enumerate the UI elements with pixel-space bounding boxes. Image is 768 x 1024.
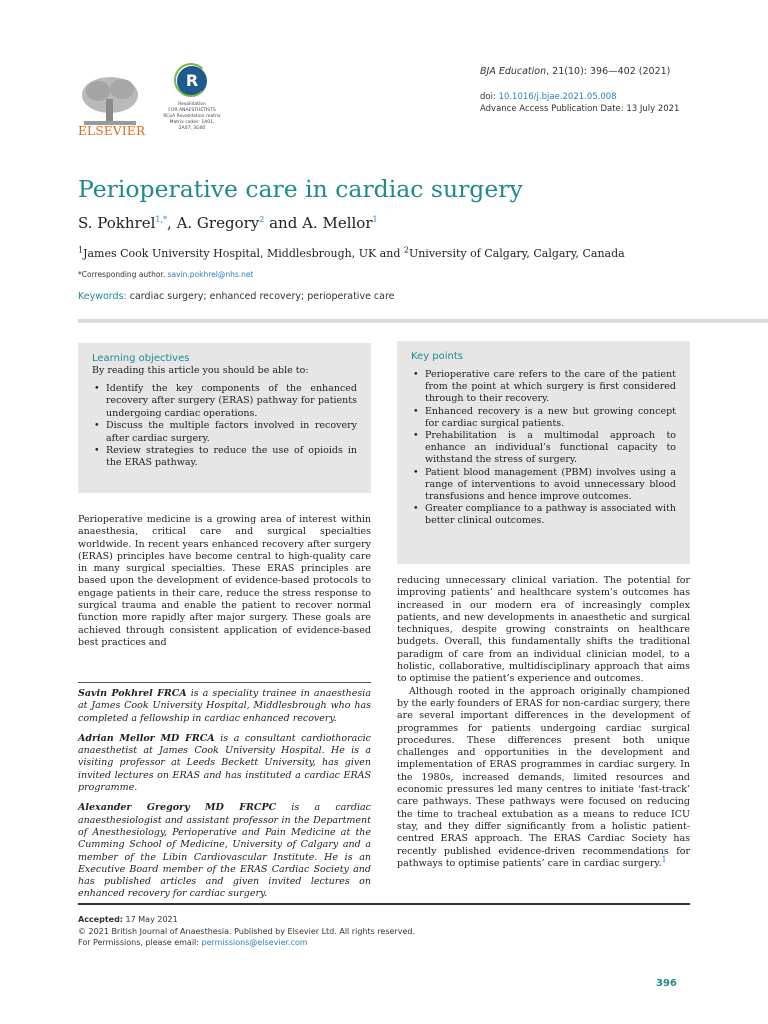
author-bio: Alexander Gregory MD FRCPC is a cardiac anaesthesiologist and assistant professor in the Department of Anesthesiology, Perioperative and Pain Medicine at the Cumming School of Medicine, University of Calgary and a member of the Libin Cardiovascular Institute. He is an Executive Board member of the ERAS Cardiac Society and has published articles and given invited lectures on enhanced recovery for cardiac surgery. (78, 802, 371, 900)
author-bio: Adrian Mellor MD FRCA is a consultant cardiothoracic anaesthetist at James Cook University Hospital. He is a visiting professor at Leeds Beckett University, has given invited lectures on ERAS and has instituted a cardiac ERAS programme. (78, 732, 371, 794)
list-item: • Identify the key components of the enhanced recovery after surgery (ERAS) pathway for patients undergoing cardiac operations. (92, 383, 357, 420)
list-item: • Review strategies to reduce the use of opioids in the ERAS pathway. (92, 445, 357, 470)
list-item: • Discuss the multiple factors involved in recovery after cardiac surgery. (92, 420, 357, 445)
list-item: • Enhanced recovery is a new but growing concept for cardiac surgical patients. (411, 406, 676, 430)
learning-objectives-list (92, 383, 357, 470)
permissions-email-link[interactable]: permissions@elsevier.com (201, 938, 308, 947)
body-paragraph-3: Although rooted in the approach originally championed by the early founders of ERAS for non-cardiac surgery, there are several important differences in the development of programmes for patients undergoing cardiac surgical procedures. These differences present both unique challenges and opportunities in the development and implementation of ERAS programmes in cardiac surgery. In the 1980s, increased demands, limited resources and economic pressures led many centres to initiate ‘fast-track’ care pathways. These pathways were focused on reducing the time to tracheal extubation as a means to reduce ICU stay, and they differ significantly from a holistic patient-centred ERAS approach. The ERAS Cardiac Society has recently published evidence-driven recommendations for pathways to optimise patients’ care in cardiac surgery.$^1$ (397, 685, 690, 869)
list-item: • Patient blood management (PBM) involves using a range of interventions to avoid unnecessary blood transfusions and hence improve outcomes. (411, 467, 676, 504)
page-number: 396 (656, 978, 677, 989)
list-item: • Greater compliance to a pathway is associated with better clinical outcomes. (411, 503, 676, 527)
corresponding-author: *Corresponding author. savin.pokhrel@nhs.net (78, 270, 254, 279)
key-points-title: Key points (411, 351, 464, 362)
list-item: • Prehabilitation is a multimodal approach to enhance an individual’s functional capacity to withstand the stress of surgery. (411, 430, 676, 467)
bio-divider (78, 682, 371, 683)
learning-objectives-intro: By reading this article you should be able to: (92, 365, 309, 376)
accepted-date: Accepted: 17 May 2021 (78, 915, 178, 924)
right-column-text (397, 575, 690, 870)
footer (78, 914, 415, 949)
keywords: Keywords: cardiac surgery; enhanced recovery; perioperative care (78, 291, 395, 302)
doi: doi: 10.1016/j.bjae.2021.05.008 (480, 92, 617, 102)
copyright: © 2021 British Journal of Anaesthesia. Published by Elsevier Ltd. All rights reserved. (78, 926, 416, 936)
learning-objectives-title: Learning objectives (92, 353, 190, 364)
author-bio: Savin Pokhrel FRCA is a speciality trainee in anaesthesia at James Cook University Hospital, Middlesbrough who has completed a fellowship in cardiac enhanced recovery. (78, 688, 371, 724)
doi-link[interactable]: 10.1016/j.bjae.2021.05.008 (498, 92, 617, 102)
author-list: S. Pokhrel$^{1,*}$, A. Gregory$^2$ and A. Mellor$^1$ (78, 214, 378, 232)
key-points-list (411, 369, 676, 528)
author-bios (78, 688, 371, 909)
key-points-box (397, 341, 690, 564)
permissions: For Permissions, please email: permissions@elsevier.com (78, 938, 308, 947)
reference-link[interactable]: 1 (661, 854, 667, 864)
body-paragraph-1: Perioperative medicine is a growing area of interest within anaesthesia, critical care and surgical specialties worldwide. In recent years enhanced recovery after surgery (ERAS) principles have become central to high-quality care in many surgical specialties. These ERAS principles are based upon the development of evidence-based protocols to engage patients in their care, reduce the stress response to surgical trauma and enable the patient to recover normal function more rapidly after major surgery. These goals are achieved through consistent application of evidence-based best practices and (78, 514, 371, 648)
article-title: Perioperative care in cardiac surgery (78, 175, 523, 203)
list-item: • Perioperative care refers to the care of the patient from the point at which surgery is first considered through to their recovery. (411, 369, 676, 406)
affiliations: $^1$James Cook University Hospital, Middlesbrough, UK and $^2$University of Calgary, Calgary, Canada (78, 245, 625, 260)
body-paragraph-2: reducing unnecessary clinical variation. The potential for improving patients’ and healthcare system’s outcomes has increased in our modern era of increasingly complex patients, and new developments in anaesthetic and surgical techniques, despite growing constraints on healthcare budgets. Overall, this fundamentally shifts the traditional paradigm of care from an individual clinician model, to a holistic, collaborative, multidisciplinary approach that aims to optimise the patient’s experience and outcomes. (397, 575, 690, 685)
revalidation-badge (160, 66, 224, 132)
publisher-name: ELSEVIER (78, 124, 146, 138)
journal-citation: BJA Education, 21(10): 396—402 (2021) (480, 66, 671, 77)
badge-text: Revalidation FOR ANAESTHETISTS RCoA Revalidation matrix Matrix codes: 1A01, 2A07, 3G00 (163, 102, 221, 131)
learning-objectives-box (78, 343, 371, 493)
revalidation-r-icon: R (177, 66, 207, 96)
corresponding-email-link[interactable]: savin.pokhrel@nhs.net (167, 270, 254, 279)
publication-date: Advance Access Publication Date: 13 July 2021 (480, 104, 680, 114)
footer-divider (78, 903, 690, 905)
section-divider (78, 319, 768, 323)
